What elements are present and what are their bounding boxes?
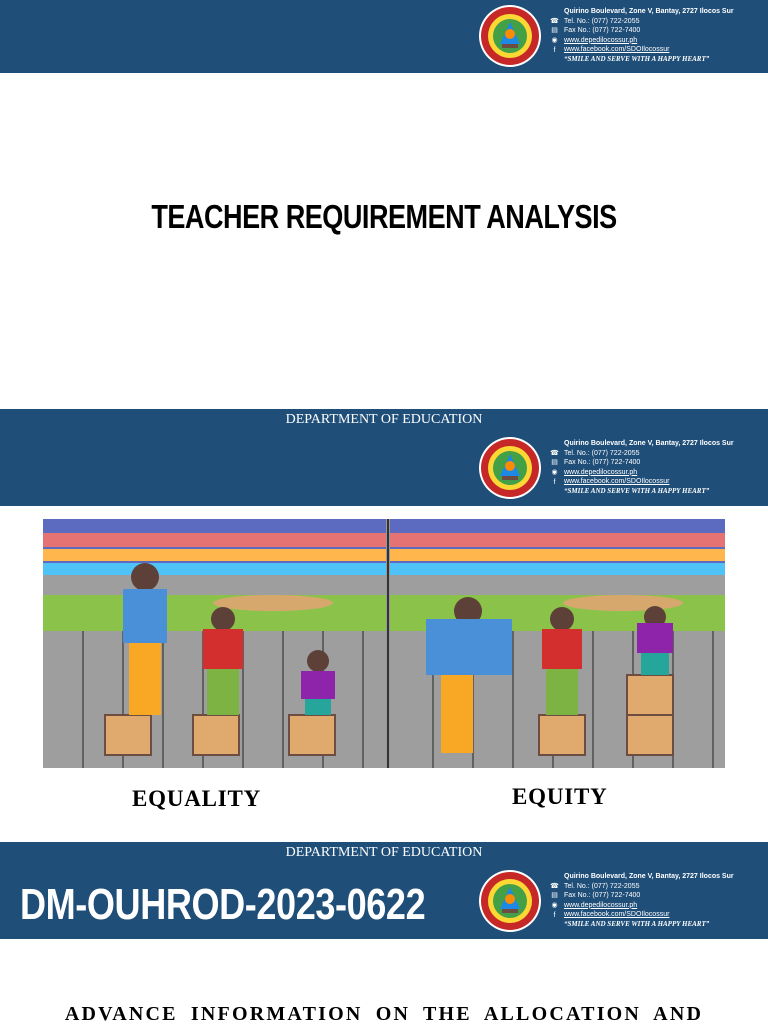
- facebook-icon: f: [553, 478, 556, 486]
- memo-number: DM-OUHROD-2023-0622: [20, 880, 426, 929]
- phone-icon: ☎: [550, 449, 559, 457]
- fax-text: Fax No.: (077) 722-7400: [564, 892, 641, 900]
- fax-icon: ▤: [551, 27, 558, 35]
- website-link[interactable]: www.depedilocossur.ph: [564, 468, 638, 476]
- tel-text: Tel. No.: (077) 722-2055: [564, 449, 640, 457]
- slide-title: TEACHER REQUIREMENT ANALYSIS: [151, 198, 617, 235]
- deped-seal-logo: [478, 436, 542, 500]
- fax-icon: ▤: [551, 892, 558, 900]
- phone-icon: ☎: [550, 882, 559, 890]
- tel-text: Tel. No.: (077) 722-2055: [564, 17, 640, 25]
- facebook-icon: f: [553, 46, 556, 54]
- address-text: Quirino Boulevard, Zone V, Bantay, 2727 Ilocos Sur: [564, 8, 734, 15]
- website-link[interactable]: www.depedilocossur.ph: [564, 36, 638, 44]
- address-text: Quirino Boulevard, Zone V, Bantay, 2727 Ilocos Sur: [564, 440, 734, 447]
- footer-label-2: DEPARTMENT OF EDUCATION: [0, 842, 768, 865]
- fax-icon: ▤: [551, 459, 558, 467]
- globe-icon: ◉: [551, 37, 558, 45]
- phone-icon: ☎: [550, 17, 559, 25]
- deped-seal-logo: [478, 4, 542, 68]
- contact-block: [549, 439, 764, 497]
- deped-seal-logo: [478, 869, 542, 933]
- facebook-link[interactable]: www.facebook.com/SDOIlocossur: [564, 478, 670, 486]
- contact-block: [549, 872, 764, 930]
- facebook-link[interactable]: www.facebook.com/SDOIlocossur: [564, 911, 670, 919]
- motto-text: “SMILE AND SERVE WITH A HAPPY HEART”: [564, 486, 710, 495]
- facebook-icon: f: [553, 911, 556, 919]
- globe-icon: ◉: [551, 469, 558, 477]
- fax-text: Fax No.: (077) 722-7400: [564, 459, 641, 467]
- motto-text: “SMILE AND SERVE WITH A HAPPY HEART”: [564, 919, 710, 928]
- header-band-3: [0, 864, 768, 939]
- caption-equality: EQUALITY: [132, 786, 262, 811]
- tel-text: Tel. No.: (077) 722-2055: [564, 882, 640, 890]
- globe-icon: ◉: [551, 902, 558, 910]
- memo-heading: ADVANCE INFORMATION ON THE ALLOCATION AND: [64, 1003, 704, 1025]
- header-band-2: [0, 431, 768, 506]
- caption-equity: EQUITY: [512, 784, 608, 809]
- header-band-1: [0, 0, 768, 73]
- equality-equity-illustration: [43, 519, 725, 768]
- address-text: Quirino Boulevard, Zone V, Bantay, 2727 Ilocos Sur: [564, 873, 734, 880]
- facebook-link[interactable]: www.facebook.com/SDOIlocossur: [564, 46, 670, 54]
- contact-block: [549, 7, 764, 65]
- motto-text: “SMILE AND SERVE WITH A HAPPY HEART”: [564, 54, 710, 63]
- website-link[interactable]: www.depedilocossur.ph: [564, 901, 638, 909]
- footer-label-1: DEPARTMENT OF EDUCATION: [0, 409, 768, 432]
- fax-text: Fax No.: (077) 722-7400: [564, 27, 641, 35]
